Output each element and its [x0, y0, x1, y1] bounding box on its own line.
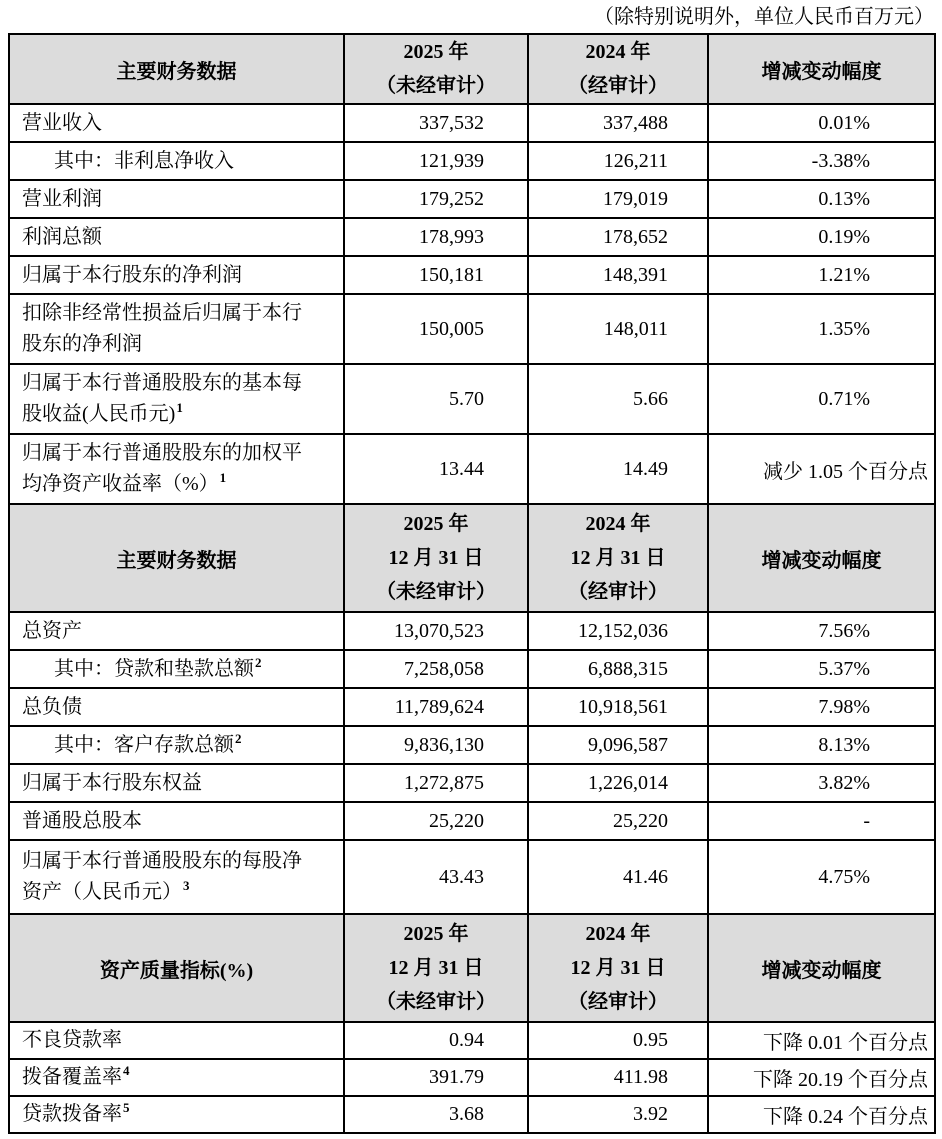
col-2024-header	[528, 914, 708, 1022]
col-2025-header	[344, 504, 528, 612]
metric-label-cell	[9, 726, 344, 764]
value-2025-cell: 121,939	[344, 142, 528, 180]
metric-label-cell	[9, 650, 344, 688]
metric-label-cell	[9, 764, 344, 802]
metric-label-cell	[9, 1096, 344, 1133]
change-cell: 下降 0.01 个百分点	[708, 1022, 935, 1059]
col-2025-header	[344, 914, 528, 1022]
value-2024-cell: 9,096,587	[528, 726, 708, 764]
value-2025-cell: 3.68	[344, 1096, 528, 1133]
change-column-header: 增减变动幅度	[708, 504, 935, 612]
header-line: 12 月 31 日	[388, 547, 484, 569]
table-row	[9, 180, 935, 218]
header-line: 12 月 31 日	[388, 957, 484, 979]
table-row	[9, 650, 935, 688]
change-cell: 5.37%	[708, 650, 935, 688]
value-2024-cell: 6,888,315	[528, 650, 708, 688]
value-2024-cell: 14.49	[528, 434, 708, 504]
change-cell: -3.38%	[708, 142, 935, 180]
change-cell: 7.56%	[708, 612, 935, 650]
change-cell: 3.82%	[708, 764, 935, 802]
metric-label-text: 拨备覆盖率	[22, 1066, 122, 1088]
section-header-row	[9, 914, 935, 1022]
table-row	[9, 1059, 935, 1096]
change-cell: 7.98%	[708, 688, 935, 726]
metric-label-text: 总资产	[22, 619, 82, 642]
value-2024-cell: 179,019	[528, 180, 708, 218]
metric-column-header: 资产质量指标(%)	[9, 914, 344, 1022]
footnote-marker: 1	[219, 470, 227, 486]
change-cell: 1.35%	[708, 294, 935, 364]
metric-label-cell	[9, 180, 344, 218]
header-line: 2025 年	[403, 513, 469, 535]
header-line: （经审计）	[568, 991, 668, 1013]
change-cell: 下降 0.24 个百分点	[708, 1096, 935, 1133]
value-2024-cell: 25,220	[528, 802, 708, 840]
value-2024-cell: 0.95	[528, 1022, 708, 1059]
metric-label-text: 不良贷款率	[22, 1029, 122, 1051]
header-line: （经审计）	[568, 581, 668, 603]
metric-column-header: 主要财务数据	[9, 34, 344, 104]
table-row	[9, 1096, 935, 1133]
metric-label-cell	[9, 104, 344, 142]
metric-label-cell	[9, 434, 344, 504]
table-row	[9, 802, 935, 840]
change-column-header: 增减变动幅度	[708, 34, 935, 104]
table-row	[9, 840, 935, 914]
metric-label-cell	[9, 142, 344, 180]
value-2025-cell: 0.94	[344, 1022, 528, 1059]
value-2025-cell: 13,070,523	[344, 612, 528, 650]
metric-label-text: 营业收入	[22, 111, 102, 134]
footnote-marker: 1	[176, 400, 183, 416]
metric-label-text: 扣除非经常性损益后归属于本行股东的净利润	[22, 302, 302, 355]
metric-label-cell	[9, 364, 344, 434]
change-column-header: 增减变动幅度	[708, 914, 935, 1022]
value-2024-cell: 178,652	[528, 218, 708, 256]
change-cell: 1.21%	[708, 256, 935, 294]
metric-label-text: 总负债	[22, 695, 82, 718]
value-2024-cell: 148,391	[528, 256, 708, 294]
table-row	[9, 142, 935, 180]
metric-label-text: 利润总额	[22, 225, 102, 248]
footnote-marker: 2	[255, 654, 262, 670]
header-line: 2024 年	[585, 513, 651, 535]
value-2024-cell: 411.98	[528, 1059, 708, 1096]
header-line: （经审计）	[568, 75, 668, 97]
footnote-marker: 5	[123, 1100, 130, 1116]
metric-label-cell	[9, 688, 344, 726]
header-line: 2024 年	[585, 923, 651, 945]
financial-summary-table	[8, 33, 936, 1134]
metric-label-cell	[9, 612, 344, 650]
section-header-row	[9, 504, 935, 612]
value-2025-cell: 9,836,130	[344, 726, 528, 764]
unit-note: （除特别说明外，单位人民币百万元）	[594, 6, 934, 28]
table-row	[9, 104, 935, 142]
value-2024-cell: 126,211	[528, 142, 708, 180]
metric-label-cell	[9, 802, 344, 840]
value-2025-cell: 150,181	[344, 256, 528, 294]
metric-label-text: 其中：贷款和垫款总额	[54, 657, 254, 680]
footnote-marker: 4	[123, 1063, 130, 1079]
value-2024-cell: 337,488	[528, 104, 708, 142]
header-line: 2024 年	[585, 41, 651, 63]
value-2025-cell: 13.44	[344, 434, 528, 504]
header-line: 12 月 31 日	[570, 547, 666, 569]
metric-label-cell	[9, 294, 344, 364]
metric-label-text: 归属于本行股东的净利润	[22, 263, 242, 286]
value-2025-cell: 43.43	[344, 840, 528, 914]
footnote-marker: 2	[235, 730, 242, 746]
header-line: 12 月 31 日	[570, 957, 666, 979]
value-2025-cell: 337,532	[344, 104, 528, 142]
metric-label-text: 贷款拨备率	[22, 1103, 122, 1125]
header-line: （未经审计）	[376, 991, 496, 1013]
table-row	[9, 364, 935, 434]
metric-label-text: 归属于本行普通股股东的加权平均净资产收益率（%）	[22, 442, 302, 495]
table-row	[9, 764, 935, 802]
table-row	[9, 294, 935, 364]
value-2025-cell: 11,789,624	[344, 688, 528, 726]
value-2025-cell: 179,252	[344, 180, 528, 218]
header-line: 2025 年	[403, 923, 469, 945]
col-2024-header	[528, 504, 708, 612]
metric-label-cell	[9, 218, 344, 256]
value-2025-cell: 25,220	[344, 802, 528, 840]
metric-label-cell	[9, 256, 344, 294]
value-2024-cell: 12,152,036	[528, 612, 708, 650]
change-cell: 减少 1.05 个百分点	[708, 434, 935, 504]
footnote-marker: 3	[183, 878, 190, 894]
metric-label-text: 归属于本行股东权益	[22, 771, 202, 794]
value-2024-cell: 10,918,561	[528, 688, 708, 726]
value-2024-cell: 1,226,014	[528, 764, 708, 802]
change-cell: 0.01%	[708, 104, 935, 142]
metric-label-text: 普通股总股本	[22, 809, 142, 832]
value-2025-cell: 5.70	[344, 364, 528, 434]
table-row	[9, 688, 935, 726]
header-line: （未经审计）	[376, 581, 496, 603]
change-cell: 4.75%	[708, 840, 935, 914]
metric-label-text: 其中：客户存款总额	[54, 733, 234, 756]
col-2025-header	[344, 34, 528, 104]
metric-label-text: 营业利润	[22, 187, 102, 210]
metric-label-cell	[9, 840, 344, 914]
header-line: 2025 年	[403, 41, 469, 63]
table-row	[9, 726, 935, 764]
metric-column-header: 主要财务数据	[9, 504, 344, 612]
table-row	[9, 434, 935, 504]
table-row	[9, 612, 935, 650]
metric-label-text: 归属于本行普通股股东的基本每股收益(人民币元)	[22, 372, 302, 425]
value-2025-cell: 7,258,058	[344, 650, 528, 688]
table-row	[9, 256, 935, 294]
value-2025-cell: 1,272,875	[344, 764, 528, 802]
change-cell: 0.71%	[708, 364, 935, 434]
value-2025-cell: 391.79	[344, 1059, 528, 1096]
change-cell: -	[708, 802, 935, 840]
value-2024-cell: 41.46	[528, 840, 708, 914]
metric-label-text: 其中：非利息净收入	[54, 149, 234, 172]
section-header-row	[9, 34, 935, 104]
value-2025-cell: 178,993	[344, 218, 528, 256]
table-row	[9, 1022, 935, 1059]
change-cell: 8.13%	[708, 726, 935, 764]
header-line: （未经审计）	[376, 75, 496, 97]
value-2024-cell: 148,011	[528, 294, 708, 364]
value-2025-cell: 150,005	[344, 294, 528, 364]
table-row	[9, 218, 935, 256]
metric-label-cell	[9, 1022, 344, 1059]
metric-label-text: 归属于本行普通股股东的每股净资产（人民币元）	[22, 850, 302, 903]
value-2024-cell: 3.92	[528, 1096, 708, 1133]
col-2024-header	[528, 34, 708, 104]
change-cell: 下降 20.19 个百分点	[708, 1059, 935, 1096]
metric-label-cell	[9, 1059, 344, 1096]
change-cell: 0.13%	[708, 180, 935, 218]
change-cell: 0.19%	[708, 218, 935, 256]
value-2024-cell: 5.66	[528, 364, 708, 434]
